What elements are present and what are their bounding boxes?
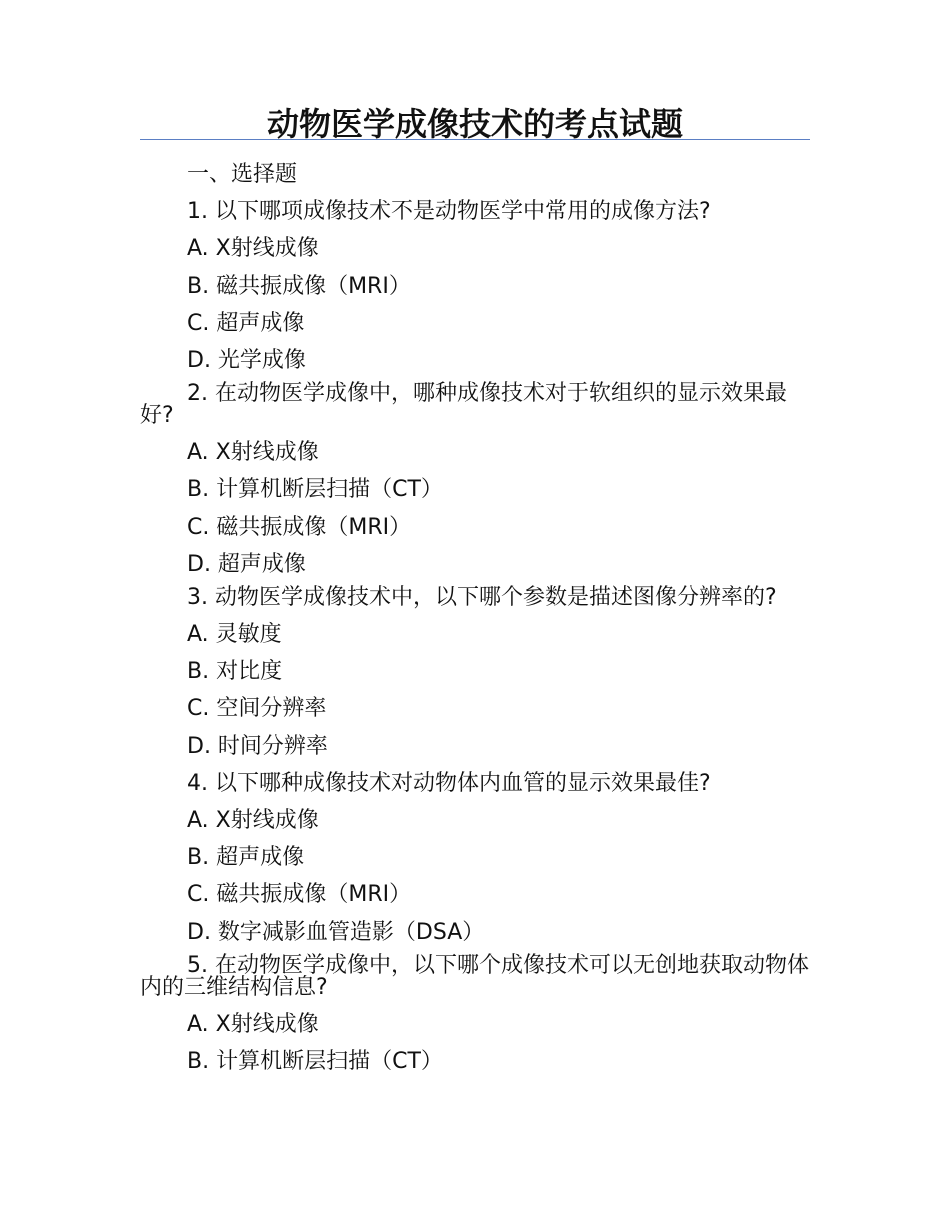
question-2-option-a: A. X射线成像 — [187, 440, 319, 466]
question-4-option-c: C. 磁共振成像（MRI） — [187, 882, 412, 908]
question-5-stem: 5. 在动物医学成像中，以下哪个成像技术可以无创地获取动物体内的三维结构信息? — [140, 952, 809, 1000]
question-3-option-d: D. 时间分辨率 — [187, 733, 328, 759]
question-5-option-a: A. X射线成像 — [187, 1011, 319, 1037]
question-3-stem: 3. 动物医学成像技术中，以下哪个参数是描述图像分辨率的? — [187, 585, 777, 611]
question-1-option-c: C. 超声成像 — [187, 310, 305, 336]
title-underline — [140, 139, 810, 140]
document-title: 动物医学成像技术的考点试题 — [266, 105, 683, 143]
question-3-option-c: C. 空间分辨率 — [187, 696, 327, 722]
question-1-option-b: B. 磁共振成像（MRI） — [187, 273, 411, 299]
question-1-option-a: A. X射线成像 — [187, 236, 319, 262]
question-2-option-b: B. 计算机断层扫描（CT） — [187, 477, 443, 503]
question-3-option-a: A. 灵敏度 — [187, 622, 282, 648]
document-body — [140, 156, 812, 1080]
question-5-option-b: B. 计算机断层扫描（CT） — [187, 1049, 443, 1075]
question-2-option-c: C. 磁共振成像（MRI） — [187, 514, 412, 540]
question-4-option-a: A. X射线成像 — [187, 808, 319, 834]
question-2-stem: 2. 在动物医学成像中，哪种成像技术对于软组织的显示效果最好? — [140, 381, 787, 429]
question-1-option-d: D. 光学成像 — [187, 348, 306, 374]
question-4-option-d: D. 数字减影血管造影（DSA） — [187, 919, 485, 945]
question-1-stem: 1. 以下哪项成像技术不是动物医学中常用的成像方法? — [187, 199, 711, 225]
question-4-option-b: B. 超声成像 — [187, 845, 305, 871]
section-heading: 一、选择题 — [187, 162, 298, 187]
question-2-option-d: D. 超声成像 — [187, 551, 306, 577]
question-3-option-b: B. 对比度 — [187, 659, 283, 685]
question-4-stem: 4. 以下哪种成像技术对动物体内血管的显示效果最佳? — [187, 770, 711, 796]
